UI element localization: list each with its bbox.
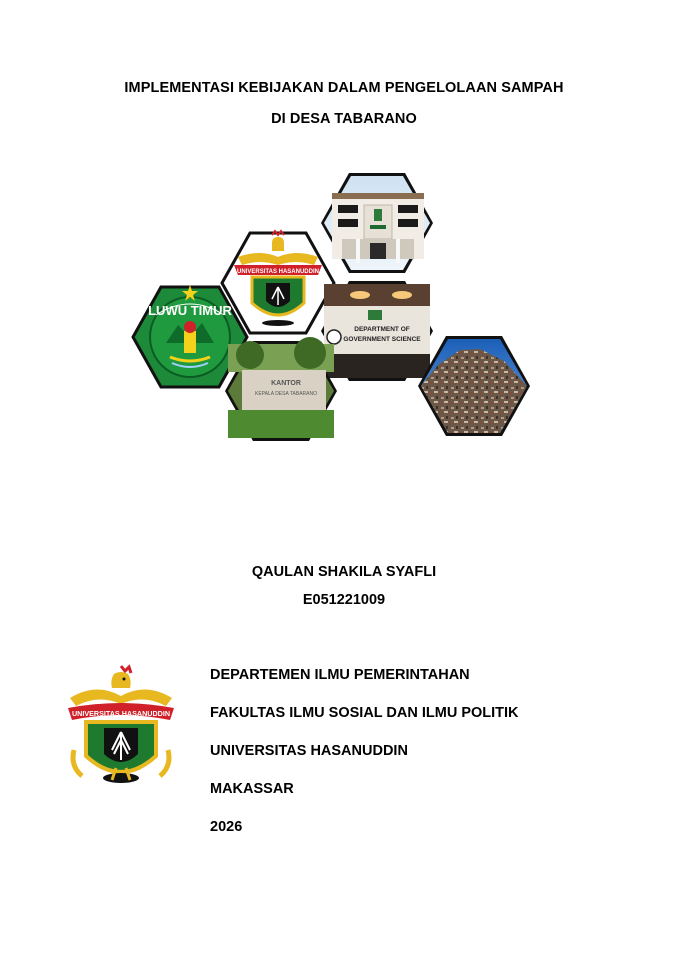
luwu-timur-text: LUWU TIMUR <box>148 303 232 318</box>
hexagon-unhas-logo <box>222 231 334 333</box>
university-name: UNIVERSITAS HASANUDDIN <box>210 743 408 759</box>
kantor-sign-line2: KEPALA DESA TABARANO <box>255 391 317 397</box>
author-id: E051221009 <box>302 592 386 608</box>
dept-logo-icon <box>327 330 341 344</box>
hexagon-garbage-photo <box>418 336 530 436</box>
title-line-1: IMPLEMENTASI KEBIJAKAN DALAM PENGELOLAAN SAMPAH <box>124 80 564 96</box>
city-name: MAKASSAR <box>210 781 294 797</box>
author-name: QAULAN SHAKILA SYAFLI <box>251 564 437 580</box>
unhas-logo <box>66 664 176 788</box>
faculty-name: FAKULTAS ILMU SOSIAL DAN ILMU POLITIK <box>210 705 519 721</box>
dept-emblem-icon <box>368 310 382 320</box>
department-sign-line2: GOVERNMENT SCIENCE <box>343 336 421 343</box>
department-sign-line1: DEPARTMENT OF <box>354 326 410 333</box>
unhas-banner-text: UNIVERSITAS HASANUDDIN <box>237 269 319 275</box>
department-name: DEPARTEMEN ILMU PEMERINTAHAN <box>210 667 470 683</box>
rooster-icon <box>111 666 131 688</box>
hexagon-collage <box>120 165 540 455</box>
logo-banner-text: UNIVERSITAS HASANUDDIN <box>71 709 171 718</box>
emblem-icon <box>374 209 382 221</box>
kantor-sign-line1: KANTOR <box>271 380 301 387</box>
year: 2026 <box>210 819 243 835</box>
hexagon-department-sign <box>321 281 433 381</box>
title-line-2: DI DESA TABARANO <box>271 111 417 127</box>
hexagon-kantor-sign-photo <box>225 337 337 441</box>
hexagon-building-photo <box>321 173 433 273</box>
